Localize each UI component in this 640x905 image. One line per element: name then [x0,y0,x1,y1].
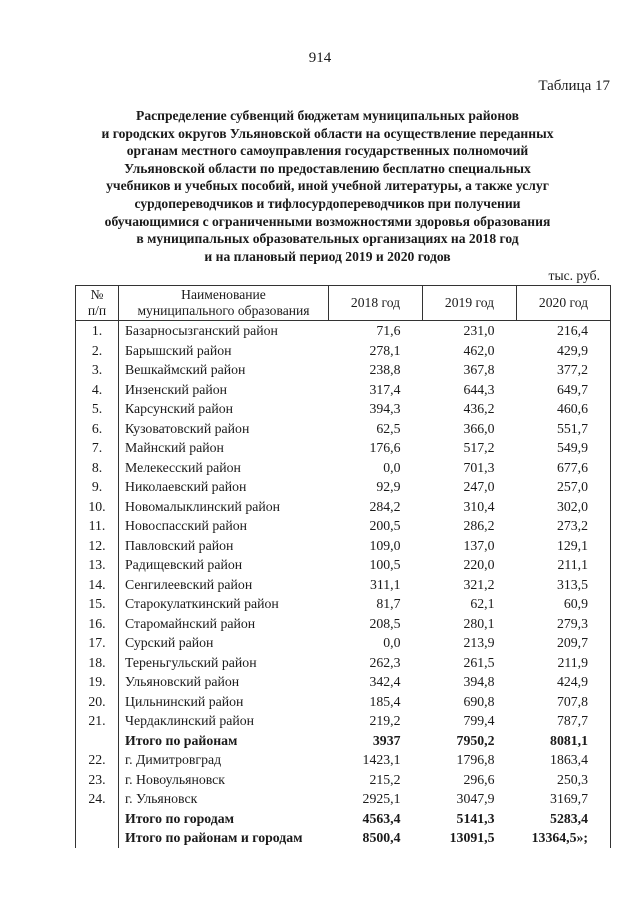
value-2018: 176,6 [369,440,401,455]
value-2018: 317,4 [369,381,401,397]
table-row [76,380,611,400]
row-number: 23. [76,770,119,790]
budget-table [75,285,611,848]
row-number: 11. [76,516,119,536]
value-2019: 137,0 [463,537,495,553]
table-body [76,321,611,848]
value-2020: 302,0 [517,497,611,517]
row-number [76,731,119,751]
row-name: Сурский район [125,635,214,650]
table-row [76,477,611,497]
value-2018: 109,0 [369,537,401,553]
row-number: 20. [76,692,119,712]
row-number: 5. [76,399,119,419]
value-2019: 62,1 [470,596,495,611]
value-2018: 262,3 [369,654,401,670]
title-line: и на плановый период 2019 и 2020 годов [204,248,451,264]
row-name: Старомайнский район [125,615,256,631]
row-name: Мелекесский район [125,459,241,475]
title-line: в муниципальных образовательных организациях на 2018 год [136,231,519,247]
table-row [76,399,611,419]
value-2018: 278,1 [369,342,401,358]
title-line: Ульяновской области по предоставлению бесплатно специальных [124,160,531,176]
row-number: 19. [76,672,119,692]
value-2019: 436,2 [463,401,495,416]
row-number: 13. [76,555,119,575]
value-2020: 211,9 [517,653,611,673]
value-2018: 200,5 [369,518,401,533]
table-row [76,458,611,478]
value-2018: 215,2 [369,771,401,787]
table-row [76,750,611,770]
value-2019: 799,4 [463,713,495,728]
value-2020: 551,7 [517,419,611,439]
row-number: 17. [76,633,119,653]
table-row [76,653,611,673]
table-row [76,770,611,790]
row-name: г. Ульяновск [125,791,198,806]
row-name: Радищевский район [125,557,243,572]
header-name-line1: Наименование [181,287,266,302]
value-2020: 257,0 [517,477,611,497]
title-line: обучающимися с ограниченными возможностями здоровья образования [104,213,551,229]
value-2020: 8081,1 [517,731,611,751]
value-2018: 238,8 [369,362,401,377]
value-2019: 394,8 [463,674,495,689]
table-row [76,692,611,712]
table-header-row [76,286,611,321]
value-2020: 549,9 [517,438,611,458]
header-2019: 2019 год [423,286,517,321]
header-2018: 2018 год [329,286,423,321]
value-2018: 284,2 [369,498,401,514]
row-name: Тереньгульский район [125,654,257,670]
value-2020: 13364,5»; [517,828,611,848]
table-row [76,555,611,575]
row-number: 16. [76,614,119,634]
value-2020: 273,2 [517,516,611,536]
row-number: 15. [76,594,119,614]
value-2018: 208,5 [369,615,401,631]
row-name: Павловский район [125,537,234,553]
value-2020: 787,7 [517,711,611,731]
row-number: 22. [76,750,119,770]
value-2018: 4563,4 [362,810,401,826]
row-name: Ульяновский район [125,674,240,689]
row-name: Вешкаймский район [125,362,246,377]
table-row [76,497,611,517]
value-2019: 286,2 [463,518,495,533]
row-number: 3. [76,360,119,380]
title-line: учебников и учебных пособий, иной учебной литературы, а также услуг [106,178,549,194]
row-number: 12. [76,536,119,556]
table-row [76,614,611,634]
table-row [76,789,611,809]
header-number-line1: № [90,287,104,302]
value-2019: 213,9 [463,635,495,650]
table-row [76,360,611,380]
value-2019: 13091,5 [449,830,495,845]
value-2019: 367,8 [463,362,495,377]
row-number: 14. [76,575,119,595]
value-2020: 677,6 [517,458,611,478]
value-2020: 211,1 [517,555,611,575]
row-name: Итого по районам и городам [125,830,303,845]
table-row [76,341,611,361]
value-2019: 1796,8 [456,752,495,767]
value-2019: 220,0 [463,557,495,572]
table-row [76,672,611,692]
row-name: г. Новоульяновск [125,771,226,787]
value-2018: 0,0 [383,459,401,475]
table-total-row [76,809,611,829]
row-name: Чердаклинский район [125,713,255,728]
row-name: Базарносызганский район [125,323,278,338]
row-number: 18. [76,653,119,673]
value-2020: 649,7 [517,380,611,400]
value-2019: 5141,3 [456,810,495,826]
page-number: 914 [308,50,332,66]
header-number-line2: п/п [87,303,107,318]
value-2019: 247,0 [463,479,495,494]
row-name: Старокулаткинский район [125,596,279,611]
table-row [76,633,611,653]
table-row [76,594,611,614]
row-name: Цильнинский район [125,693,244,709]
value-2020: 1863,4 [517,750,611,770]
header-number [76,286,119,321]
value-2020: 429,9 [517,341,611,361]
table-row [76,516,611,536]
row-name: Итого по городам [125,810,235,826]
title-line: сурдопереводчиков и тифлосурдопереводчиков при получении [134,195,521,211]
value-2018: 92,9 [376,479,401,494]
table-row [76,711,611,731]
table-row [76,536,611,556]
value-2020: 129,1 [517,536,611,556]
value-2018: 2925,1 [362,791,401,806]
value-2018: 62,5 [376,420,401,436]
row-number [76,828,119,848]
value-2019: 7950,2 [456,732,495,748]
value-2019: 310,4 [463,498,495,514]
title-line: органам местного самоуправления государственных полномочий [126,143,529,159]
header-name-line2: муниципального образования [137,303,310,318]
value-2019: 231,0 [463,323,495,338]
value-2020: 707,8 [517,692,611,712]
document-title [60,107,595,265]
value-2018: 311,1 [369,576,401,592]
value-2018: 219,2 [369,713,401,728]
row-number: 10. [76,497,119,517]
value-2018: 394,3 [369,401,401,416]
row-number: 7. [76,438,119,458]
row-number: 8. [76,458,119,478]
value-2020: 60,9 [517,594,611,614]
value-2018: 81,7 [376,596,401,611]
table-row [76,419,611,439]
table-row [76,438,611,458]
value-2020: 216,4 [517,321,611,341]
row-number: 21. [76,711,119,731]
row-name: Кузоватовский район [125,420,250,436]
row-name: Новоспасский район [125,518,248,533]
value-2020: 377,2 [517,360,611,380]
table-row [76,321,611,341]
value-2018: 342,4 [369,674,401,689]
value-2019: 644,3 [463,381,495,397]
row-name: Сенгилеевский район [125,576,253,592]
row-name: Карсунский район [125,401,233,416]
table-label: Таблица 17 [538,78,610,94]
value-2018: 1423,1 [362,752,401,767]
row-name: Николаевский район [125,479,247,494]
value-2020: 279,3 [517,614,611,634]
row-number: 2. [76,341,119,361]
row-number: 24. [76,789,119,809]
units-label: тыс. руб. [548,268,600,283]
row-number: 6. [76,419,119,439]
value-2018: 8500,4 [362,830,401,845]
value-2019: 296,6 [463,771,495,787]
value-2020: 5283,4 [517,809,611,829]
value-2020: 250,3 [517,770,611,790]
row-number: 4. [76,380,119,400]
value-2020: 313,5 [517,575,611,595]
row-name: Итого по районам [125,732,238,748]
value-2019: 366,0 [463,420,495,436]
row-name: Барышский район [125,342,232,358]
row-number: 9. [76,477,119,497]
value-2019: 701,3 [463,459,495,475]
value-2018: 0,0 [383,635,401,650]
value-2020: 3169,7 [517,789,611,809]
value-2019: 321,2 [463,576,495,592]
row-number: 1. [76,321,119,341]
value-2018: 100,5 [369,557,401,572]
table-total-row [76,828,611,848]
value-2018: 185,4 [369,693,401,709]
value-2019: 462,0 [463,342,495,358]
header-name [119,286,329,321]
header-2020: 2020 год [517,286,611,321]
table-row [76,575,611,595]
row-name: г. Димитровград [125,752,222,767]
row-number [76,809,119,829]
value-2019: 261,5 [463,654,495,670]
title-line: Распределение субвенций бюджетам муниципальных районов [136,108,519,123]
value-2020: 460,6 [517,399,611,419]
value-2020: 424,9 [517,672,611,692]
value-2019: 690,8 [463,693,495,709]
value-2019: 517,2 [463,440,495,455]
value-2020: 209,7 [517,633,611,653]
value-2019: 3047,9 [456,791,495,806]
value-2019: 280,1 [463,615,495,631]
row-name: Инзенский район [125,381,228,397]
table-total-row [76,731,611,751]
row-name: Новомалыклинский район [125,498,281,514]
row-name: Майнский район [125,440,224,455]
title-line: и городских округов Ульяновской области на осуществление переданных [101,125,554,141]
value-2018: 71,6 [376,323,401,338]
value-2018: 3937 [372,732,401,748]
